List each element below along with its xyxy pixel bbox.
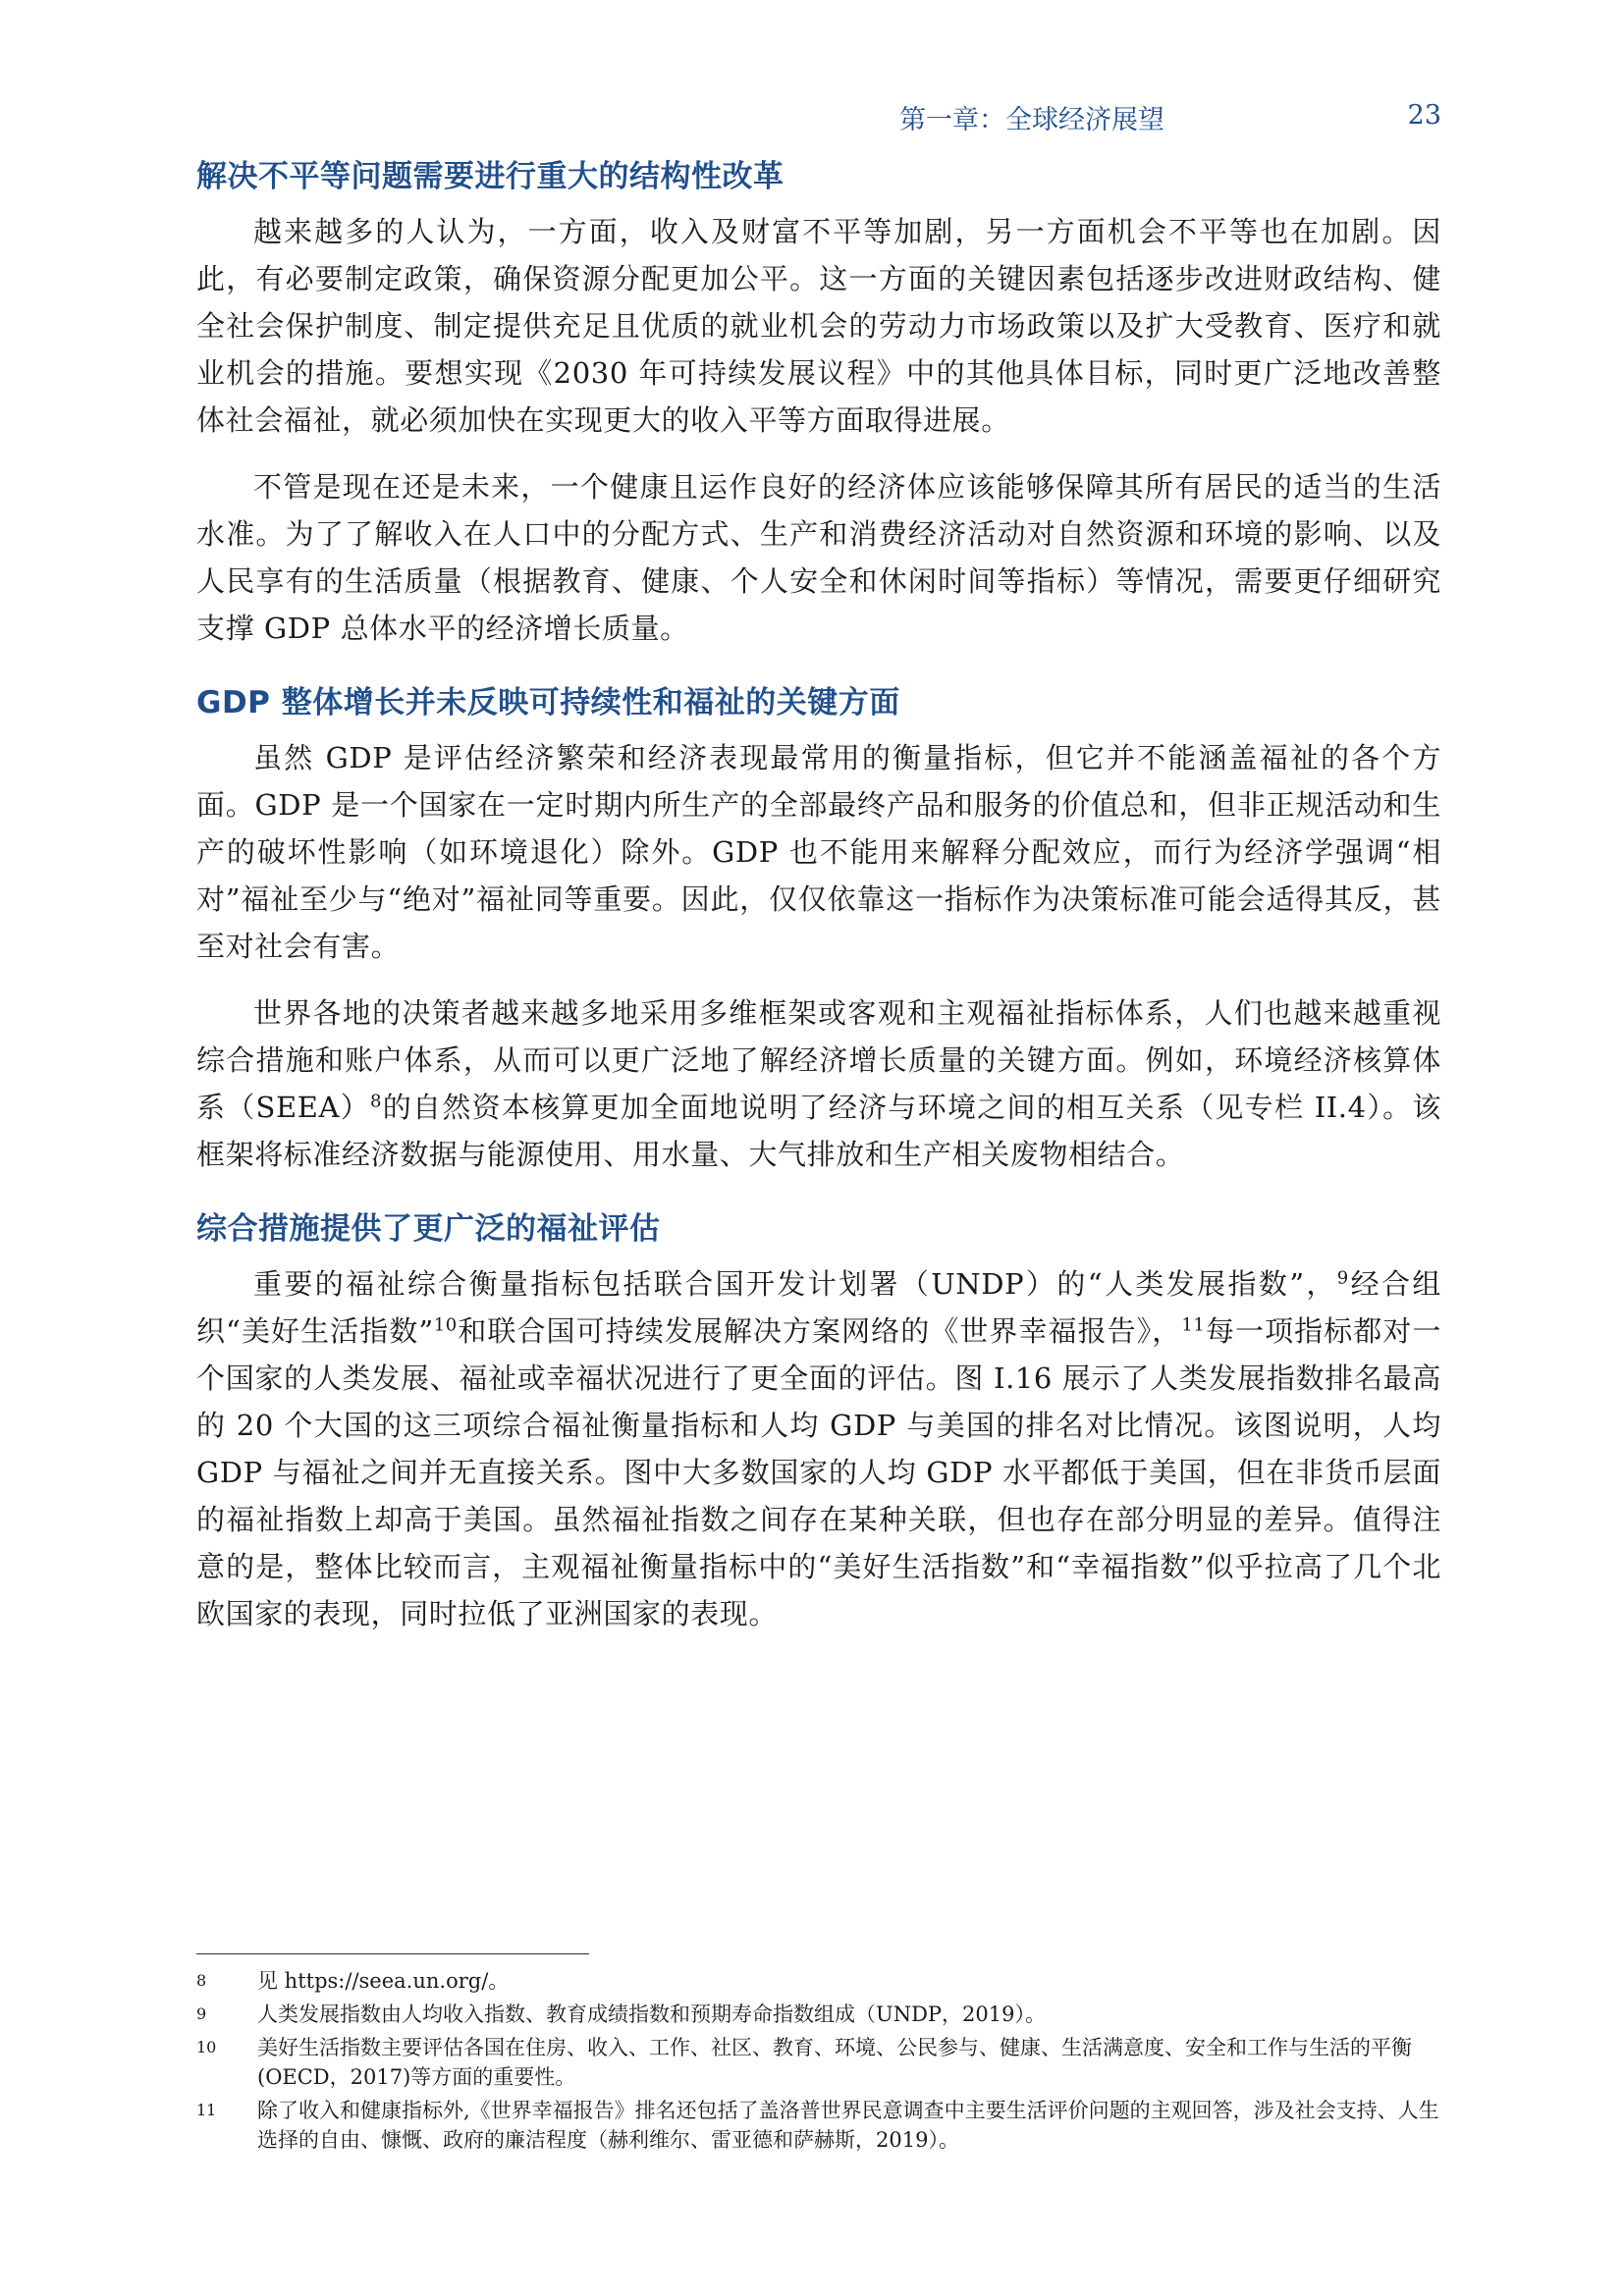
main-content	[196, 145, 1441, 1657]
footnote-number: 11	[196, 2101, 217, 2119]
chapter-title: 第一章：全球经济展望	[899, 105, 1164, 135]
paragraph-text: 和联合国可持续发展解决方案网络的《世界幸福报告》，	[457, 1314, 1182, 1348]
footnote-text: 见 https://seea.un.org/。	[257, 1969, 510, 1993]
footnote-text: 人类发展指数由人均收入指数、教育成绩指数和预期寿命指数组成（UNDP，2019）。	[257, 2002, 1046, 2026]
paragraph-text: 重要的福祉综合衡量指标包括联合国开发计划署（UNDP）的“人类发展指数”，	[253, 1267, 1337, 1301]
footnote-number: 10	[196, 2038, 217, 2056]
footnote-ref[interactable]: 9	[1336, 1267, 1349, 1289]
section-heading-inequality: 解决不平等问题需要进行重大的结构性改革	[196, 159, 784, 194]
footnote-ref[interactable]: 10	[433, 1314, 458, 1336]
paragraph: 不管是现在还是未来，一个健康且运作良好的经济体应该能够保障其所有居民的适当的生活水准。为了了解收入在人口中的分配方式、生产和消费经济活动对自然资源和环境的影响、以及人民享有的生活质量（根据教育、健康、个人安全和休闲时间等指标）等情况，需要更仔细研究支撑 GDP 总体水平的经济增长质量。	[196, 470, 1441, 645]
section-heading-gdp: GDP 整体增长并未反映可持续性和福祉的关键方面	[196, 685, 900, 721]
paragraph-text: 世界各地的决策者越来越多地采用多维框架或客观和主观福祉指标体系，人们也越来越重视综合措施和账户体系，从而可以更广泛地了解经济增长质量的关键方面。例如，环境经济核算体系（SEEA）	[196, 996, 1441, 1124]
footnote-ref[interactable]: 8	[370, 1091, 383, 1112]
footnote-number: 8	[196, 1971, 207, 1990]
footnote-item	[196, 2000, 1441, 2029]
paragraph-text: 的自然资本核算更加全面地说明了经济与环境之间的相互关系（见专栏 II.4）。该框架将标准经济数据与能源使用、用水量、大气排放和生产相关废物相结合。	[196, 1091, 1441, 1171]
paragraph-text: 经合组织“美好生活指数”	[196, 1267, 1441, 1348]
footnote-divider	[196, 1953, 589, 1954]
footnote-item	[196, 1966, 1441, 1996]
section-heading-composite: 综合措施提供了更广泛的福祉评估	[196, 1211, 661, 1247]
page-number: 23	[1407, 100, 1441, 131]
footnote-item	[196, 2096, 1441, 2155]
footnote-item	[196, 2033, 1441, 2092]
paragraph-text: 每一项指标都对一个国家的人类发展、福祉或幸福状况进行了更全面的评估。图 I.16 展示了人类发展指数排名最高的 20 个大国的这三项综合福祉衡量指标和人均 GDP 与美国的排名对比情况。该图说明，人均 GDP 与福祉之间并无直接关系。图中大多数国家的人均 GDP 水平都低于美国，但在非货币层面的福祉指数上却高于美国。虽然福祉指数之间存在某种关联，但也存在部分明显的差异。值得注意的是，整体比较而言，主观福祉衡量指标中的“美好生活指数”和“幸福指数”似乎拉高了几个北欧国家的表现，同时拉低了亚洲国家的表现。	[196, 1314, 1441, 1630]
footnote-text: 美好生活指数主要评估各国在住房、收入、工作、社区、教育、环境、公民参与、健康、生活满意度、安全和工作与生活的平衡(OECD，2017)等方面的重要性。	[257, 2036, 1412, 2089]
footnotes	[196, 1966, 1441, 2159]
footnote-ref[interactable]: 11	[1181, 1314, 1206, 1336]
footnote-number: 9	[196, 2004, 207, 2023]
paragraph	[196, 1260, 1441, 1637]
paragraph: 越来越多的人认为，一方面，收入及财富不平等加剧，另一方面机会不平等也在加剧。因此，有必要制定政策，确保资源分配更加公平。这一方面的关键因素包括逐步改进财政结构、健全社会保护制度、制定提供充足且优质的就业机会的劳动力市场政策以及扩大受教育、医疗和就业机会的措施。要想实现《2030 年可持续发展议程》中的其他具体目标，同时更广泛地改善整体社会福祉，就必须加快在实现更大的收入平等方面取得进展。	[196, 215, 1441, 437]
paragraph: 虽然 GDP 是评估经济繁荣和经济表现最常用的衡量指标，但它并不能涵盖福祉的各个方面。GDP 是一个国家在一定时期内所生产的全部最终产品和服务的价值总和，但非正规活动和生产的破坏性影响（如环境退化）除外。GDP 也不能用来解释分配效应，而行为经济学强调“相对”福祉至少与“绝对”福祉同等重要。因此，仅仅依靠这一指标作为决策标准可能会适得其反，甚至对社会有害。	[196, 741, 1441, 963]
paragraph	[196, 989, 1441, 1178]
footnote-text: 除了收入和健康指标外,《世界幸福报告》排名还包括了盖洛普世界民意调查中主要生活评价问题的主观回答，涉及社会支持、人生选择的自由、慷慨、政府的廉洁程度（赫利维尔、雷亚德和萨赫斯，2019）。	[257, 2099, 1439, 2152]
